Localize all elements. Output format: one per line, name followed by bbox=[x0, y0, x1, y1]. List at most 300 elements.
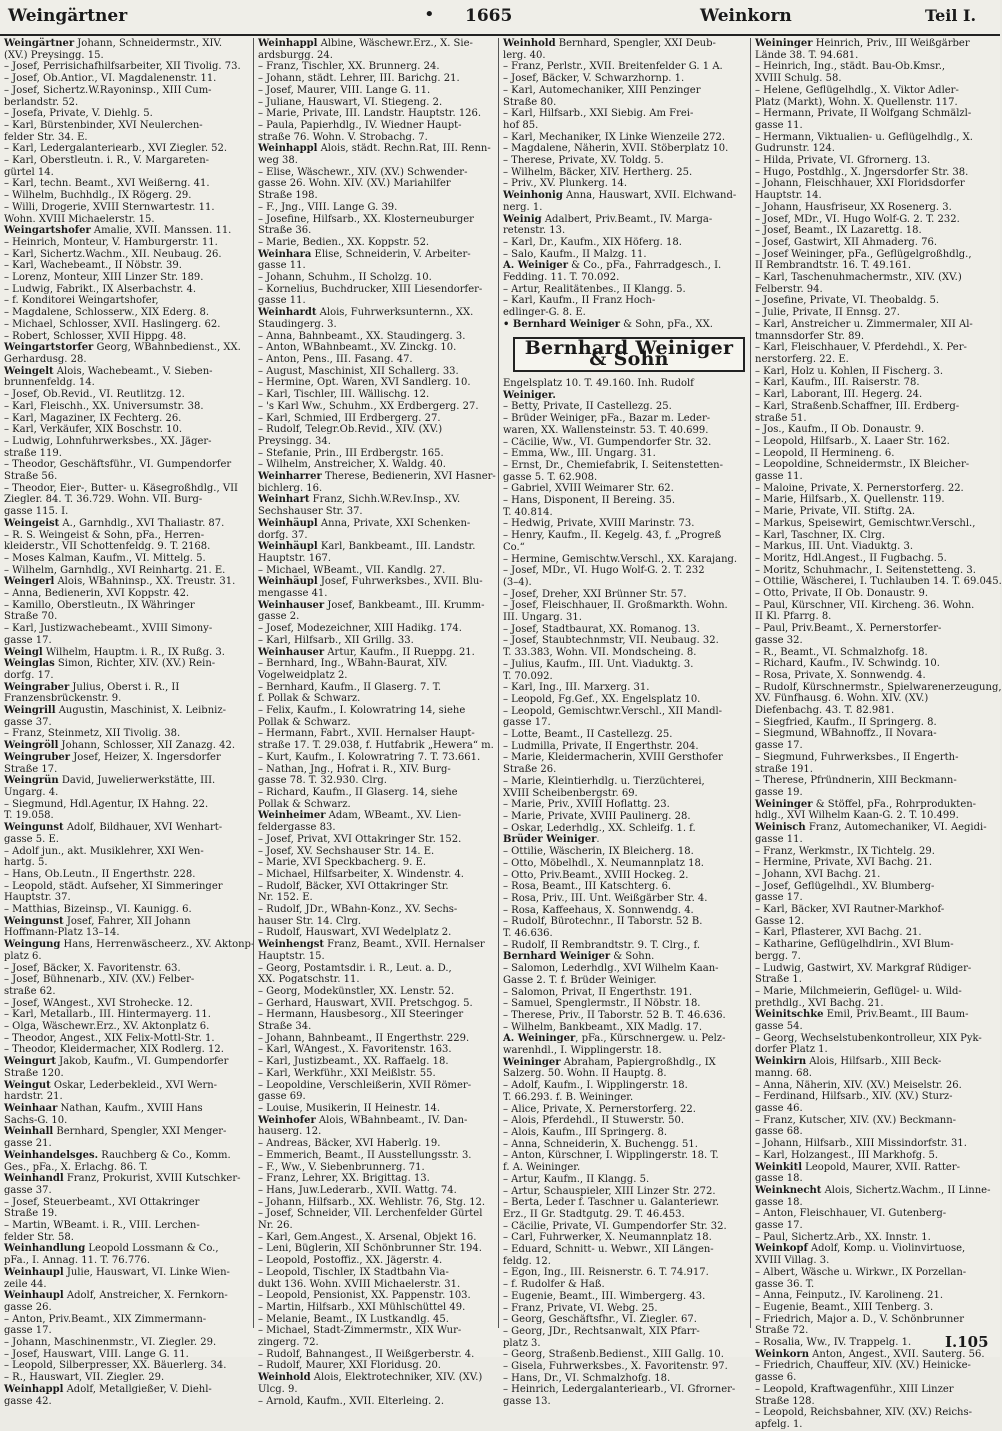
directory-entry-line: T. 40.814. bbox=[503, 506, 553, 518]
directory-entry-line: – Anna, Feinputz., IV. Karolineng. 21. bbox=[755, 1290, 944, 1302]
directory-entry-line: gasse 69. bbox=[258, 1091, 306, 1103]
directory-entry-line: Wohn. XVIII Michaelerstr. 15. bbox=[4, 213, 155, 225]
directory-entry-line: – Rudolf, Hauswart, XVI Wedelplatz 2. bbox=[258, 927, 452, 939]
directory-entry-line: – Josef, Privat, XVI Ottakringer Str. 152. bbox=[258, 833, 462, 845]
directory-entry-line: Straße 17. bbox=[4, 763, 58, 775]
directory-entry-line: – Franz, Tischler, XX. Brunnerg. 24. bbox=[258, 61, 440, 73]
directory-entry-line: – Marie, Milchmeierin, Geflügel- u. Wild- bbox=[755, 985, 962, 997]
directory-entry-line: Platz (Markt), Wohn. X. Quellenstr. 117. bbox=[755, 96, 958, 108]
directory-entry-line: nerstorferg. 22. E. bbox=[755, 353, 849, 365]
directory-entry-line: Straße 34. bbox=[258, 1021, 312, 1033]
directory-entry-line: – Franz, Lehrer, XX. Brigittag. 13. bbox=[258, 1173, 430, 1185]
directory-entry-line: gasse 19. bbox=[755, 787, 803, 798]
directory-entry-line: Fedding. 11. T. 70.092. bbox=[503, 272, 620, 284]
page-number: 1665 bbox=[465, 6, 513, 26]
directory-entry-line: – Karl, Justizbeamt., XX. Raffaelg. 18. bbox=[258, 1056, 449, 1068]
directory-entry-line: – Magdalene, Näherin, XVII. Stöberplatz 10. bbox=[503, 143, 729, 155]
directory-entry-line: – Josefine, Hilfsarb., XX. Klosterneuburger bbox=[258, 213, 474, 225]
directory-entry-line: gasse 17. bbox=[755, 1220, 803, 1232]
directory-entry-line: – Hermine, Opt. Waren, XVI Sandlerg. 10. bbox=[258, 377, 471, 389]
directory-entry-line: – Albert, Wäsche u. Wirkwr., IX Porzellan- bbox=[755, 1266, 967, 1278]
directory-entry-line: – Hans, Dr., VI. Schmalzhofg. 18. bbox=[503, 1372, 671, 1384]
directory-entry-line: – Karl, Gem.Angest., X. Arsenal, Objekt 16. bbox=[258, 1231, 477, 1243]
directory-entry-line: Weininger Abraham, Papiergroßhdlg., IX bbox=[503, 1056, 716, 1068]
directory-entry-line: – Anton, Kürschner, I. Wipplingerstr. 18. T. bbox=[503, 1150, 719, 1162]
directory-entry-line: Weingelt Alois, Wachebeamt., V. Sieben- bbox=[4, 365, 213, 377]
directory-entry-line: – Felix, Kaufm., I. Kolowratring 14, siehe bbox=[258, 705, 466, 717]
directory-entry-line: Weinisch Franz, Automechaniker, VI. Aegidi- bbox=[755, 822, 987, 834]
directory-entry-line: – Eduard, Schnitt- u. Webwr., XII Längen- bbox=[503, 1244, 714, 1256]
directory-entry-line: – Leopold, Pensionist, XX. Pappenstr. 103. bbox=[258, 1290, 471, 1302]
directory-entry-line: manng. 68. bbox=[755, 1067, 812, 1079]
directory-entry-line: – Josef, Ob.Antior., VI. Magdalenenstr. 11. bbox=[4, 73, 217, 85]
directory-entry-line: – Karl, Ledergalanteriearb., XVI Ziegler. 52. bbox=[4, 143, 228, 155]
directory-entry-line: pFa., I. Annag. 11. T. 76.776. bbox=[4, 1255, 151, 1267]
directory-entry-line: – Leopold, Gemischtwr.Verschl., XII Mandl- bbox=[503, 705, 723, 717]
directory-entry-line: – Heinrich, Ing., städt. Bau-Ob.Kmsr., bbox=[755, 61, 946, 73]
directory-entry-line: – Johann, Bahnbeamt., II Engerthstr. 229. bbox=[258, 1032, 470, 1044]
directory-entry-line: – Karl, Holzangest., III Markhofg. 5. bbox=[755, 1149, 939, 1161]
directory-entry-line: Straße 120. bbox=[4, 1067, 64, 1079]
directory-entry-line: – Leopoldine, Verschleißerin, XVII Römer- bbox=[258, 1079, 472, 1091]
directory-entry-line: – Georg, JDr., Rechtsanwalt, XIX Pfarr- bbox=[503, 1325, 700, 1337]
directory-entry-line: gasse 13. bbox=[503, 1396, 551, 1408]
directory-entry-line: – Bernhard, Kaufm., II Glaserg. 7. T. bbox=[258, 681, 442, 693]
directory-entry-line: – Rosa, Priv., III. Unt. Weißgärber Str. 4. bbox=[503, 892, 708, 904]
directory-entry-line: Ges., pFa., X. Erlachg. 86. T. bbox=[4, 1161, 148, 1173]
directory-entry-line: – Cäcilie, Private, VI. Gumpendorfer Str. 32. bbox=[503, 1220, 727, 1232]
directory-entry-line: – Carl, Fuhrwerker, X. Neumannplatz 18. bbox=[503, 1232, 712, 1244]
directory-entry-line: Straße 70. bbox=[4, 611, 58, 623]
directory-entry-line: – Hilda, Private, VI. Gfrornerg. 13. bbox=[755, 155, 931, 167]
directory-entry-line: – Rudolf, Bahnangest., II Weißgerberstr. 4. bbox=[258, 1348, 475, 1360]
directory-entry-line: – Josef, Stadtbaurat, XX. Romanog. 13. bbox=[503, 623, 700, 635]
directory-entry-line: Weinknecht Alois, Sichertz.Wachm., II Linne- bbox=[755, 1184, 991, 1196]
directory-entry-line: – Franz, Werkmstr., IX Tichtelg. 29. bbox=[755, 845, 935, 857]
directory-entry-line: Weinkorn Anton, Angest., XVII. Sauterg. 56. bbox=[755, 1348, 985, 1360]
directory-entry-line: – Karl, Schmied, III Erdbergerg. 27. bbox=[258, 412, 441, 424]
directory-entry-line: gasse 26. bbox=[4, 1301, 52, 1313]
directory-entry-line: Engelsplatz 10. T. 49.160. Inh. Rudolf bbox=[503, 377, 694, 389]
directory-entry-line: – Josef, Perrisichafhilfsarbeiter, XII Tivolig. 73. bbox=[4, 61, 241, 73]
directory-entry-line: prethdlg., XVI Bachg. 21. bbox=[755, 997, 884, 1009]
directory-entry-line: gasse 115. I. bbox=[4, 506, 69, 518]
directory-entry-line: Franzensbrückenstr. 9. bbox=[4, 693, 122, 705]
directory-entry-line: zeile 44. bbox=[4, 1278, 47, 1290]
directory-entry-line: Straße 36. bbox=[258, 225, 312, 237]
directory-entry-line: straße 51. bbox=[755, 412, 807, 424]
directory-entry-line: – Georg, Postamtsdir. i. R., Leut. a. D., bbox=[258, 962, 452, 974]
directory-entry-line: Weingröll Johann, Schlosser, XII Zanazg. 42. bbox=[4, 740, 235, 752]
directory-entry-line: Straße 72. bbox=[755, 1325, 809, 1337]
directory-entry-line: – Artur, Schauspieler, XIII Linzer Str. 272. bbox=[503, 1185, 716, 1197]
directory-entry-line: Gasse 2. T. f. Brüder Weiniger. bbox=[503, 974, 657, 986]
directory-entry-line: – Josef, Sichertz.W.Rayoninsp., XIII Cum- bbox=[4, 84, 212, 96]
directory-entry-line: – Eugenie, Beamt., III. Wimbergerg. 43. bbox=[503, 1290, 706, 1302]
directory-entry-line: – Ludwig, Fabrikt., IX Alserbachstr. 4. bbox=[4, 283, 197, 295]
directory-entry-line: Co.“ bbox=[503, 541, 525, 553]
directory-entry-line: ardsburgg. 24. bbox=[258, 49, 333, 61]
directory-entry-line: zingerg. 72. bbox=[258, 1337, 319, 1349]
directory-entry-line: – Maloine, Private, X. Pernerstorferg. 22. bbox=[755, 482, 964, 494]
directory-entry-line: – Otto, Private, II Ob. Donaustr. 9. bbox=[755, 588, 929, 600]
directory-entry-line: Straße 128. bbox=[755, 1395, 815, 1407]
directory-entry-line: – Salomon, Privat, II Engerthstr. 191. bbox=[503, 986, 693, 998]
directory-entry-line: hartg. 5. bbox=[4, 857, 48, 869]
directory-entry-line: hauser Str. 14. Clrg. bbox=[258, 915, 362, 927]
directory-entry-line: – Jos., Kaufm., II Ob. Donaustr. 9. bbox=[755, 424, 925, 436]
directory-entry-line: Weinhaupl Julie, Hauswart, VI. Linke Wien- bbox=[4, 1266, 230, 1278]
directory-entry-line: gasse 36. T. bbox=[755, 1278, 815, 1290]
section-label: Teil I. bbox=[925, 6, 977, 25]
directory-entry-line: – Gerhard, Hauswart, XVII. Pretschgog. 5. bbox=[258, 997, 473, 1009]
directory-entry-line: – Friedrich, Chauffeur, XIV. (XV.) Heinicke- bbox=[755, 1360, 971, 1372]
directory-entry-line: – Kornelius, Buchdrucker, XIII Liesendorfer- bbox=[258, 283, 483, 295]
directory-entry-line: – Olga, Wäschewr.Erz., XV. Aktonplatz 6. bbox=[4, 1021, 210, 1033]
directory-entry-line: Pollak & Schwarz. bbox=[258, 798, 351, 810]
directory-entry-line: gasse 11. bbox=[755, 471, 803, 483]
directory-entry-line: Weinglas Simon, Richter, XIV. (XV.) Rein- bbox=[4, 658, 216, 670]
directory-entry-line: – Marie, Priv., XVIII Hoflattg. 23. bbox=[503, 799, 670, 811]
directory-entry-line: straße 119. bbox=[4, 447, 62, 459]
directory-entry-line: – Rudolf, Telegr.Ob.Revid., XIV. (XV.) bbox=[258, 424, 443, 436]
directory-entry-line: II Kl. Pfarrg. 8. bbox=[755, 611, 832, 623]
directory-entry-line: Weingunst Adolf, Bildhauer, XVI Wenhart- bbox=[4, 822, 223, 834]
directory-entry-line: – Karl, Justizwachebeamt., XVIII Simony- bbox=[4, 623, 213, 635]
directory-entry-line: – Ludwig, Gastwirt, XV. Markgraf Rüdiger- bbox=[755, 962, 972, 974]
directory-entry-line: – Cäcilie, Ww., VI. Gumpendorfer Str. 32. bbox=[503, 436, 712, 448]
directory-entry-line: – Karl, Bürstenbinder, XVI Neulerchen- bbox=[4, 119, 203, 131]
directory-entry-line: Weinkopf Adolf, Komp. u. Violinvirtuose, bbox=[755, 1243, 966, 1255]
directory-entry-line: – Karl, Laborant, III. Hegerg. 24. bbox=[755, 389, 923, 401]
header-dot: • bbox=[424, 4, 435, 25]
directory-entry-line: – R. S. Weingeist & Sohn, pFa., Herren- bbox=[4, 529, 205, 541]
directory-entry-line: Weinhold Alois, Elektrotechniker, XIV. (XV.) bbox=[258, 1372, 483, 1384]
directory-entry-line: brunnenfeldg. 14. bbox=[4, 377, 95, 389]
directory-entry-line: – Josef, Bäcker, X. Favoritenstr. 63. bbox=[4, 962, 181, 974]
directory-entry-line: Pollak & Schwarz. bbox=[258, 716, 351, 728]
directory-entry-line: gasse 46. bbox=[755, 1102, 803, 1114]
directory-entry-line: Vogelweidplatz 2. bbox=[258, 669, 348, 681]
column-1 bbox=[0, 38, 255, 1407]
directory-entry-line: – Karl, Pflasterer, XVI Bachg. 21. bbox=[755, 927, 922, 939]
directory-entry-line: (3–4). bbox=[503, 576, 532, 588]
directory-entry-line: – Paul, Kürschner, VII. Kircheng. 36. Wohn. bbox=[755, 599, 975, 611]
directory-entry-line: – Gisela, Fuhrwerksbes., X. Favoritenstr. 97. bbox=[503, 1361, 728, 1373]
directory-entry-line: – Karl, Fleischhauer, V. Pferdehdl., X. Per- bbox=[755, 342, 967, 354]
column-3 bbox=[498, 38, 750, 1408]
directory-entry-line: – Martin, Hilfsarb., XXI Mühlschüttel 49. bbox=[258, 1301, 466, 1313]
directory-entry-line: – Wilhelm, Buchhdlg., IX Rögerg. 29. bbox=[4, 190, 192, 202]
directory-entry-line: – Egon, Ing., III. Reisnerstr. 6. T. 74.917. bbox=[503, 1267, 709, 1279]
directory-entry-line: Weingraber Julius, Oberst i. R., II bbox=[4, 681, 180, 693]
directory-entry-line: – Marie, XVI Speckbacherg. 9. E. bbox=[258, 857, 426, 869]
directory-entry-line: – Rudolf, Bäcker, XVI Ottakringer Str. bbox=[258, 880, 449, 892]
directory-entry-line: – Karl, Dr., Kaufm., XIX Höferg. 18. bbox=[503, 236, 682, 248]
directory-entry-line: – Bernhard, Ing., WBahn-Baurat, XIV. bbox=[258, 658, 448, 670]
directory-entry-line: Weinhappl Alois, städt. Rechn.Rat, III. Renn- bbox=[258, 143, 491, 155]
directory-entry-line: – Anna, Bedienerin, XVI Koppstr. 42. bbox=[4, 588, 190, 600]
directory-entry-line: – Michael, Schlosser, XVII. Haslingerg. 62. bbox=[4, 318, 221, 330]
directory-entry-line: – Ernst, Dr., Chemiefabrik, I. Seitenstetten- bbox=[503, 459, 724, 471]
directory-entry-line: – Anton, Pens., III. Fasang. 47. bbox=[258, 353, 413, 365]
directory-entry-line: gasse 17. bbox=[755, 892, 803, 904]
directory-entry-line: Weinhonig Anna, Hauswart, XVII. Elchwand- bbox=[503, 190, 737, 202]
directory-entry-line: – Priv., XV. Plunkerg. 14. bbox=[503, 178, 628, 190]
directory-entry-line: gasse 37. bbox=[4, 716, 52, 728]
directory-entry-line: – Karl, Bäcker, XVI Rautner-Markhof- bbox=[755, 904, 945, 916]
directory-entry-line: – Matthias, Bizeinsp., VI. Kaunigg. 6. bbox=[4, 904, 192, 916]
directory-entry-line: – Leopold, städt. Aufseher, XI Simmeringer bbox=[4, 880, 223, 892]
directory-entry-line: – Friedrich, Major a. D., V. Schönbrunner bbox=[755, 1313, 964, 1325]
directory-entry-line: Ungarg. 4. bbox=[4, 787, 59, 798]
directory-entry-line: Weinhandlung Leopold Lossmann & Co., bbox=[4, 1243, 219, 1255]
directory-entry-line: Weininger & Stöffel, pFa., Rohrprodukten- bbox=[755, 798, 977, 810]
directory-entry-line: bichlerg. 16. bbox=[258, 482, 323, 494]
directory-entry-line: berlandstr. 52. bbox=[4, 96, 79, 108]
directory-entry-line: – Oskar, Lederhdlg., XX. Schleifg. 1. f. bbox=[503, 822, 696, 834]
directory-entry-line: tmannsdorfer Str. 89. bbox=[755, 330, 865, 342]
directory-entry-line: hardstr. 21. bbox=[4, 1091, 63, 1103]
directory-entry-line: – Marie, Hilfsarb., X. Quellenstr. 119. bbox=[755, 494, 945, 506]
directory-entry-line: – Therese, Pfründnerin, XIII Beckmann- bbox=[755, 775, 957, 787]
directory-entry-line: gasse 78. T. 32.930. Clrg. bbox=[258, 775, 387, 787]
directory-entry-line: retenstr. 13. bbox=[503, 225, 566, 237]
directory-entry-line: – Hugo, Postdhlg., X. Jngersdorfer Str. 38. bbox=[755, 166, 969, 178]
header-left-word: Weingärtner bbox=[8, 6, 128, 26]
directory-entry-line: Gudrunstr. 124. bbox=[755, 143, 835, 155]
directory-entry-line: – Karl, Straßenb.Schaffner, III. Erdberg- bbox=[755, 400, 960, 412]
directory-entry-line: – Michael, Stadt-Zimmermstr., XIX Wur- bbox=[258, 1325, 462, 1337]
directory-entry-line: weg 38. bbox=[258, 155, 298, 167]
directory-entry-line: Ziegler. 84. T. 36.729. Wohn. VII. Burg- bbox=[4, 494, 203, 506]
directory-entry-line: Hauptstr. 167. bbox=[258, 552, 331, 564]
directory-entry-line: – Julie, Private, II Ennsg. 27. bbox=[755, 307, 900, 319]
directory-entry-line: T. 66.293. f. B. Weininger. bbox=[503, 1091, 634, 1103]
directory-entry-line: apfelg. 1. bbox=[755, 1418, 803, 1430]
directory-entry-line: A. Weiniger & Co., pFa., Fahrradgesch., I. bbox=[503, 260, 722, 272]
directory-entry-line: gasse 17. bbox=[755, 740, 803, 752]
directory-entry-line: Hauptstr. 37. bbox=[4, 892, 71, 904]
directory-entry-line: – Karl, Werkführ., XXI Meißlstr. 55. bbox=[258, 1067, 436, 1079]
directory-entry-line: Hoffmann-Platz 13–14. bbox=[4, 927, 120, 939]
directory-entry-line: – Johann, XVI Bachg. 21. bbox=[755, 868, 881, 880]
directory-entry-line: – Ferdinand, Hilfsarb., XIV. (XV.) Sturz- bbox=[755, 1091, 953, 1103]
directory-entry-line: – Marie, Kleidermacherin, XVIII Gersthofer bbox=[503, 752, 723, 764]
directory-entry-line: A. Weininger, pFa., Kürschnergew. u. Pelz- bbox=[503, 1033, 726, 1045]
directory-entry-line: – Johann, Schuhm., II Scholzg. 10. bbox=[258, 272, 432, 284]
directory-entry-line: – Leopold, Postoffiz., XX. Jägerstr. 4. bbox=[258, 1255, 443, 1267]
directory-entry-line: – Josef, Gastwirt, XII Ahmaderg. 76. bbox=[755, 236, 938, 248]
directory-entry-line: warenhdl., I. Wipplingerstr. 18. bbox=[503, 1045, 662, 1057]
directory-entry-line: XVIII Villag. 3. bbox=[755, 1255, 830, 1267]
directory-entry-line: – Otto, Priv.Beamt., XVIII Hockeg. 2. bbox=[503, 869, 689, 881]
directory-entry-line: Weinhäupl Anna, Private, XXI Schenken- bbox=[258, 517, 471, 529]
directory-entry-line: – Otto, Möbelhdl., X. Neumannplatz 18. bbox=[503, 857, 704, 869]
directory-entry-line: Weinhappl Albine, Wäschewr.Erz., X. Sie- bbox=[258, 38, 473, 49]
directory-entry-line: gasse 54. bbox=[755, 1021, 803, 1033]
directory-entry-line: – Marie, Private, VII. Stiftg. 2A. bbox=[755, 506, 916, 518]
directory-entry-line: – August, Maschinist, XII Schallerg. 33. bbox=[258, 365, 459, 377]
directory-entry-line: T. 19.058. bbox=[4, 810, 54, 822]
directory-entry-line: – Marie, Private, XVIII Paulinerg. 28. bbox=[503, 811, 691, 822]
directory-entry-line: – Rudolf, II Rembrandtstr. 9. T. Clrg., f. bbox=[503, 939, 701, 951]
directory-entry-line: – Heinrich, Monteur, V. Hamburgerstr. 11. bbox=[4, 236, 218, 248]
directory-entry-line: – Leopold, Reichsbahner, XIV. (XV.) Reichs- bbox=[755, 1407, 973, 1419]
directory-entry-line: – F., Jng., VIII. Lange G. 39. bbox=[258, 201, 398, 213]
column-2 bbox=[253, 38, 498, 1407]
directory-entry-line: – Josef, Steuerbeamt., XVI Ottakringer bbox=[4, 1196, 200, 1208]
directory-entry-line: gasse 17. bbox=[503, 717, 551, 729]
directory-entry-line: edlinger-G. 8. E. bbox=[503, 307, 586, 319]
directory-entry-line: Hauptstr. 14. bbox=[755, 190, 822, 202]
directory-entry-line: – Josefine, Private, VI. Theobaldg. 5. bbox=[755, 295, 940, 307]
directory-entry-line: – Siegmund, Hdl.Agentur, IX Hahng. 22. bbox=[4, 798, 209, 810]
directory-entry-line: Felberstr. 94. bbox=[755, 283, 823, 295]
directory-entry-line: XX. Pogatschstr. 11. bbox=[258, 974, 360, 986]
directory-entry-line: Weinhara Elise, Schneiderin, V. Arbeiter- bbox=[258, 248, 471, 260]
directory-entry-line: gasse 17. bbox=[4, 634, 52, 646]
directory-entry-line: – Georg, Geschäftsfhr., VI. Ziegler. 67. bbox=[503, 1314, 697, 1326]
directory-entry-line: Weingurt Jakob, Kaufm., VI. Gumpendorfer bbox=[4, 1056, 229, 1068]
directory-entry-line: – Alice, Private, X. Pernerstorferg. 22. bbox=[503, 1103, 696, 1115]
directory-entry-line: Weininger Heinrich, Priv., III Weißgärber bbox=[755, 38, 970, 49]
directory-entry-line: – Katharine, Geflügelhdlrin., XVI Blum- bbox=[755, 939, 954, 951]
directory-entry-line: – Siegmund, WBahnoffz., II Novara- bbox=[755, 728, 937, 740]
directory-entry-line: gasse 18. bbox=[755, 1173, 803, 1185]
directory-entry-line: straße 17. T. 29.038, f. Hutfabrik „Hewera“ m. bbox=[258, 740, 494, 752]
directory-entry-line: Weinkitl Leopold, Maurer, XVII. Ratter- bbox=[755, 1161, 960, 1173]
directory-entry-line: Weinhappl Adolf, Metallgießer, V. Diehl- bbox=[4, 1383, 212, 1395]
directory-entry-line: – Alois, Pferdehdl., II Stuwerstr. 50. bbox=[503, 1115, 685, 1127]
directory-entry-line: – Anna, Schneiderin, X. Buchengg. 51. bbox=[503, 1138, 698, 1150]
directory-entry-line: – Rudolf, Kürschnermstr., Spielwarenerzeugung, bbox=[755, 681, 1002, 693]
directory-entry-line: – Leopold, Hilfsarb., X. Laaer Str. 162. bbox=[755, 435, 950, 447]
directory-entry-line: – Josef, Geflügelhdl., XV. Blumberg- bbox=[755, 880, 935, 892]
directory-entry-line: – Melanie, Beamt., IX Lustkandlg. 45. bbox=[258, 1313, 449, 1325]
directory-entry-line: – R., Beamt., VI. Schmalzhofg. 18. bbox=[755, 646, 928, 658]
directory-entry-line: gasse 11. bbox=[755, 119, 803, 131]
directory-entry-line: – Hedwig, Private, XVIII Marinstr. 73. bbox=[503, 518, 695, 530]
directory-entry-line: mengasse 41. bbox=[258, 588, 328, 600]
directory-entry-line: – Karl, Hilfsarb., XXI Siebig. Am Frei- bbox=[503, 108, 694, 120]
directory-entry-line: Weingunst Josef, Fahrer, XII Johann bbox=[4, 915, 191, 927]
directory-entry-line: f. A. Weininger. bbox=[503, 1162, 581, 1174]
directory-entry-line: – Moritz, Hdl.Angest., II Fugbachg. 5. bbox=[755, 552, 947, 564]
directory-entry-line: Ulcg. 9. bbox=[258, 1383, 298, 1395]
directory-entry-line: – Hermann, Viktualien- u. Geflügelhdlg., X. bbox=[755, 131, 973, 143]
directory-entry-line: Weinig Adalbert, Priv.Beamt., IV. Marga- bbox=[503, 213, 713, 225]
directory-entry-line: • Bernhard Weiniger & Sohn, pFa., XX. bbox=[503, 318, 713, 330]
directory-entry-line: Gasse 12. bbox=[755, 915, 805, 927]
directory-entry-line: – Karl, Holz u. Kohlen, II Fischerg. 3. bbox=[755, 365, 944, 377]
directory-entry-line: – F., Ww., V. Siebenbrunnerg. 71. bbox=[258, 1161, 425, 1173]
directory-entry-line: – Josef, Dreher, XXI Brünner Str. 57. bbox=[503, 588, 687, 600]
directory-entry-line: – Johann, städt. Lehrer, III. Barichg. 21. bbox=[258, 73, 460, 85]
directory-entry-line: – Karl, Kaufm., II Franz Hoch- bbox=[503, 295, 656, 307]
directory-entry-line: – Josef, Staubtechnmstr, VII. Neubaug. 32. bbox=[503, 635, 719, 647]
directory-entry-line: gasse 32. bbox=[755, 634, 803, 646]
directory-entry-line: – Josef, Ob.Revid., VI. Reutlitzg. 12. bbox=[4, 389, 185, 401]
directory-entry-line: gasse 21. bbox=[4, 1138, 52, 1150]
directory-entry-line: bergg. 7. bbox=[755, 950, 801, 962]
directory-entry-line: Straße 1. bbox=[755, 974, 802, 986]
directory-entry-line: – Karl, Tischler, III. Wällischg. 12. bbox=[258, 389, 430, 401]
directory-entry-line: Nr. 26. bbox=[258, 1220, 293, 1232]
directory-entry-line: – Heinrich, Ledergalanteriearb., VI. Gfrorner- bbox=[503, 1384, 736, 1396]
directory-entry-line: – Siegmund, Fuhrwerksbes., II Engerth- bbox=[755, 751, 959, 763]
directory-entry-line: – Henry, Kaufm., II. Kegelg. 43, f. „Progreß bbox=[503, 530, 722, 542]
directory-entry-line: – Hermine, Gemischtw.Verschl., XX. Karajang. bbox=[503, 553, 738, 565]
directory-entry-line: Weingl Wilhelm, Hauptm. i. R., IX Rußg. 3. bbox=[4, 646, 225, 658]
directory-entry-line: straße 191. bbox=[755, 763, 813, 775]
directory-entry-line: – Marie, Private, III. Landstr. Hauptstr. 126. bbox=[258, 108, 482, 120]
directory-entry-line: – Salomon, Lederhdlg., XVI Wilhelm Kaan- bbox=[503, 963, 719, 975]
directory-entry-line: – Karl, Sichertz.Wachm., XII. Neubaug. 26. bbox=[4, 248, 222, 260]
directory-entry-line: – Leopold, Kraftwagenführ., XIII Linzer bbox=[755, 1383, 954, 1395]
directory-entry-line: Weingrill Augustin, Maschinist, X. Leibniz- bbox=[4, 705, 226, 717]
directory-entry-line: – Theodor, Angest., XIX Felix-Mottl-Str. 1. bbox=[4, 1032, 215, 1044]
directory-entry-line: kleiderstr., VII Schottenfeldg. 9. T. 2168. bbox=[4, 541, 211, 553]
directory-entry-line: – Franz, Kutscher, XIV. (XV.) Beckmann- bbox=[755, 1114, 957, 1126]
directory-entry-line: gasse 6. bbox=[755, 1372, 797, 1384]
directory-entry-line: nerg. 1. bbox=[503, 201, 543, 213]
directory-entry-line: – Karl, Metallarb., III. Hintermayerg. 11. bbox=[4, 1009, 211, 1021]
directory-entry-line: – Georg, Wechselstubenkontrolleur, XIX Pyk- bbox=[755, 1032, 982, 1044]
directory-entry-line: – Wilhelm, Bankbeamt., XIX Madlg. 17. bbox=[503, 1021, 703, 1033]
directory-entry-line: gasse 42. bbox=[4, 1395, 52, 1407]
directory-entry-line: straße 62. bbox=[4, 985, 56, 997]
directory-entry-line: – Michael, Hilfsarbeiter, X. Windenstr. 4. bbox=[258, 868, 464, 880]
directory-entry-line: – Ludmilla, Private, II Engerthstr. 204. bbox=[503, 740, 699, 752]
directory-entry-line: dorfer Platz 1. bbox=[755, 1044, 828, 1056]
directory-entry-line: gasse 2. bbox=[258, 611, 300, 623]
directory-entry-line: – Johann, Hausfriseur, XX Rosenerg. 3. bbox=[755, 201, 952, 213]
directory-entry-line: – Kamillo, Oberstleutn., IX Währinger bbox=[4, 599, 195, 611]
directory-entry-line: Weingärtner Johann, Schneidermstr., XIV. bbox=[4, 38, 223, 49]
header-divider bbox=[0, 34, 1000, 36]
directory-entry-line: – Franz, Private, VI. Webg. 25. bbox=[503, 1302, 658, 1314]
directory-entry-line: – Johann, Maschinenmstr., VI. Ziegler. 29. bbox=[4, 1337, 217, 1349]
directory-entry-line: – Artur, Kaufm., II Klangg. 5. bbox=[503, 1173, 650, 1185]
directory-entry-line: – Theodor, Eier-, Butter- u. Käsegroßhdlg., VII bbox=[4, 482, 238, 494]
directory-entry-line: gasse 5. T. 62.908. bbox=[503, 471, 598, 483]
directory-entry-line: – Juliane, Hauswart, VI. Stiegeng. 2. bbox=[258, 96, 443, 108]
directory-entry-line: gasse 5. E. bbox=[4, 833, 59, 845]
directory-entry-line: – Adolf, Kaufm., I. Wipplingerstr. 18. bbox=[503, 1080, 688, 1092]
directory-entry-line: Straße 80. bbox=[503, 96, 557, 108]
directory-entry-line: gürtel 14. bbox=[4, 166, 54, 178]
directory-entry-line: – Emma, Ww., III. Ungarg. 31. bbox=[503, 448, 656, 460]
directory-entry-line: Sechshauser Str. 37. bbox=[258, 506, 363, 518]
directory-entry-line: Weinhardt Alois, Fuhrwerksunternn., XX. bbox=[258, 307, 474, 319]
directory-entry-line: – Moritz, Schuhmachr., I. Seitenstetteng. 3. bbox=[755, 564, 976, 576]
directory-entry-line: – Willi, Drogerie, XVIII Sternwartestr. 11. bbox=[4, 201, 215, 213]
directory-entry-line: felder Str. 34. E. bbox=[4, 131, 88, 143]
directory-entry-line: – Andreas, Bäcker, XVI Haberlg. 19. bbox=[258, 1138, 441, 1150]
directory-entry-line: – Robert, Schlosser, XVII Hippg. 48. bbox=[4, 330, 187, 342]
directory-entry-line: – Anton, Fleischhauer, VI. Gutenberg- bbox=[755, 1208, 947, 1220]
directory-entry-line: – f. Rudolfer & Haß. bbox=[503, 1279, 605, 1291]
directory-entry-line: gasse 11. bbox=[258, 260, 306, 272]
directory-entry-line: – Anna, Näherin, XIV. (XV.) Meiselstr. 26. bbox=[755, 1079, 962, 1091]
directory-entry-line: – f. Konditorei Weingartshofer, bbox=[4, 295, 159, 307]
directory-entry-line: Weingrün David, Juwelierwerkstätte, III. bbox=[4, 775, 216, 787]
directory-entry-line: Straße 26. bbox=[503, 764, 557, 776]
directory-entry-line: – Lorenz, Monteur, XIII Linzer Str. 189. bbox=[4, 272, 204, 284]
directory-entry-line: – Georg, Modekünstler, XX. Lenstr. 52. bbox=[258, 985, 455, 997]
directory-entry-line: feldg. 12. bbox=[503, 1255, 551, 1267]
